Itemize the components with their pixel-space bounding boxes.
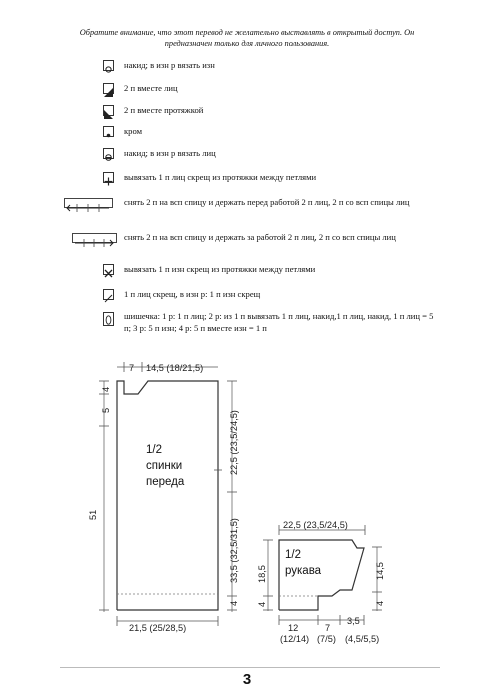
dim-sleeve-rib-left: 4 bbox=[257, 601, 267, 607]
dim-sleeve-bottom: (12/14) bbox=[280, 634, 310, 644]
front-back-schematic bbox=[88, 362, 239, 633]
dim-shoulder-drop: 4 bbox=[101, 386, 111, 392]
dim-sleeve-bottom: (4,5/5,5) bbox=[345, 634, 380, 644]
legend-label: снять 2 п на всп спицу и держать за работой 2 п лиц, 2 п со всп спицы лиц bbox=[124, 232, 396, 242]
legend-label: 1 п лиц скрещ, в изн р: 1 п изн скрещ bbox=[124, 289, 261, 299]
legend-label: 2 п вместе лиц bbox=[124, 83, 178, 93]
notice-line-2: предназначен только для личного пользования. bbox=[164, 38, 330, 48]
piece-label-sleeve: рукава bbox=[285, 565, 322, 577]
legend-label: накид; в изн р вязать изн bbox=[124, 60, 215, 70]
footer-divider bbox=[60, 667, 440, 668]
front-back-outline bbox=[117, 381, 218, 610]
dim-sleeve-bottom: 3,5 bbox=[347, 616, 360, 626]
dim-neck: 14,5 (18/21,5) bbox=[146, 363, 204, 373]
legend-label: вывязать 1 п лиц скрещ из протяжки между петлями bbox=[124, 172, 317, 182]
sleeve-schematic bbox=[257, 520, 385, 644]
piece-label-front: спинки bbox=[146, 460, 183, 472]
dim-sleeve-bottom: (7/5) bbox=[317, 634, 336, 644]
dim-sleeve-top: 22,5 (23,5/24,5) bbox=[283, 520, 348, 530]
dim-total-height: 51 bbox=[88, 509, 98, 520]
legend-label: снять 2 п на всп спицу и держать перед работой 2 п лиц, 2 п со всп спицы лиц bbox=[124, 197, 410, 207]
dim-sleeve-bottom: 7 bbox=[325, 623, 331, 633]
dim-sleeve-rib-right: 4 bbox=[375, 600, 385, 606]
piece-label-sleeve: 1/2 bbox=[285, 549, 301, 561]
dim-shoulder: 7 bbox=[129, 363, 135, 373]
dim-sleeve-right-height: 14,5 bbox=[375, 562, 385, 580]
notice-line-1: Обратите внимание, что этот перевод не желательно выставлять в открытый доступ. Он bbox=[79, 28, 415, 37]
dim-width: 21,5 (25/28,5) bbox=[129, 623, 187, 633]
piece-label-front: переда bbox=[146, 476, 185, 488]
dim-armhole: 22,5 (23,5/24,5) bbox=[229, 410, 239, 475]
dim-side: 33,5 (32,5/31,5) bbox=[229, 518, 239, 583]
dim-shoulder-height: 5 bbox=[101, 407, 111, 413]
legend-label: вывязать 1 п изн скрещ из протяжки между петлями bbox=[124, 264, 316, 274]
piece-label-front: 1/2 bbox=[146, 444, 162, 456]
dim-sleeve-left-height: 18,5 bbox=[257, 565, 267, 583]
page-number: 3 bbox=[242, 671, 252, 688]
legend-label: шишечка: 1 р: 1 п лиц; 2 р: из 1 п вывязать 1 п лиц, накид,1 п лиц, накид, 1 п лиц = 5 п; 3 р: 5 п изн; 4 р: 5 п вместе изн = 1 п bbox=[124, 311, 434, 333]
dim-sleeve-bottom: 12 bbox=[288, 623, 299, 633]
legend-label: кром bbox=[124, 126, 143, 136]
legend-label: накид; в изн р вязать лиц bbox=[124, 148, 216, 158]
legend-label: 2 п вместе протяжкой bbox=[124, 105, 204, 115]
dim-rib: 4 bbox=[229, 600, 239, 606]
